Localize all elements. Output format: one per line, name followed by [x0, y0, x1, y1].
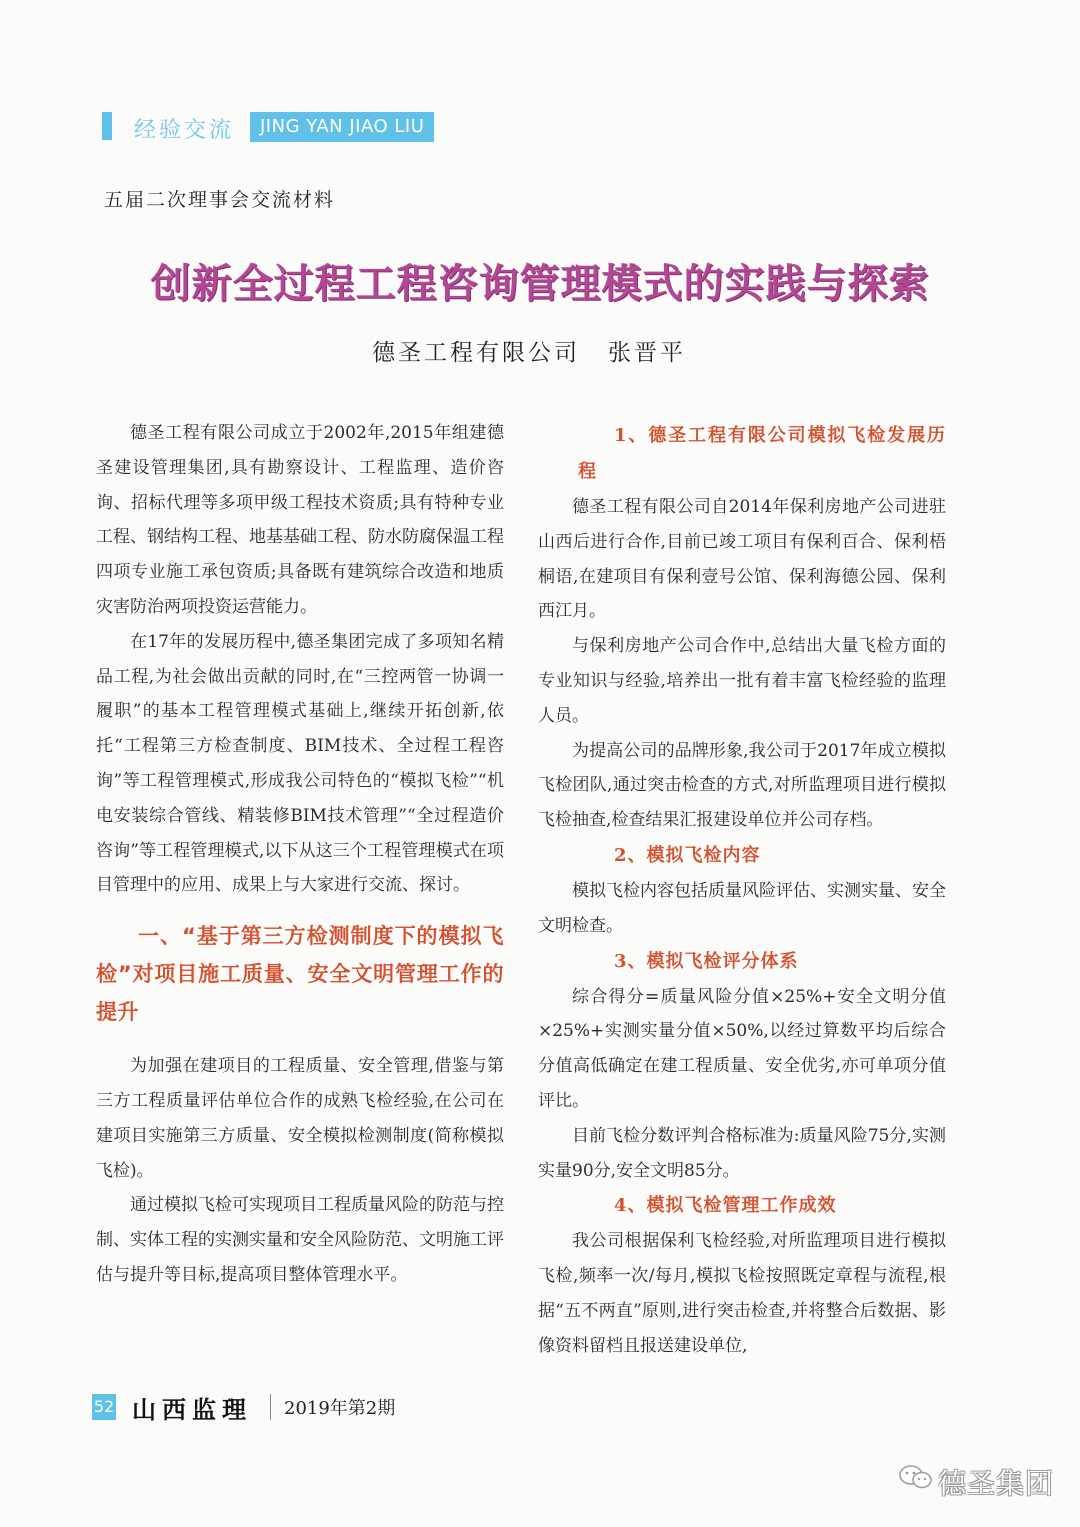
byline [372, 334, 686, 367]
paragraph: 目前飞检分数评判合格标准为:质量风险75分,实测实量90分,安全文明85分。 [538, 1125, 946, 1181]
subsection-heading: 4、模拟飞检管理工作成效 [614, 1195, 837, 1217]
paragraph: 德圣工程有限公司成立于2002年,2015年组建德圣建设管理集团,具有勘察设计、工程监理、造价咨询、招标代理等多项甲级工程技术资质;具有特种专业工程、钢结构工程、地基基础工程、防水防腐保温工程四项专业施工承包资质;具备既有建筑综合改造和地质灾害防治两项投资运营能力。 [96, 423, 504, 617]
left-column [96, 416, 504, 1293]
paragraph: 在17年的发展历程中,德圣集团完成了多项知名精品工程,为社会做出贡献的同时,在“三控两管一协调一履职”的基本工程管理模式基础上,继续开拓创新,依托“工程第三方检查制度、BIM技术、全过程工程咨询”等工程管理模式,形成我公司特色的“模拟飞检”“机电安装综合管线、精装修BIM技术管理”“全过程造价咨询”等工程管理模式,以下从这三个工程管理模式在项目管理中的应用、成果上与大家进行交流、探讨。 [96, 631, 504, 896]
author-name: 张晋平 [608, 340, 686, 366]
issue-label: 2019年第2期 [284, 1398, 396, 1419]
right-column [538, 418, 946, 1364]
subsection-heading: 3、模拟飞检评分体系 [614, 950, 799, 972]
paragraph: 为提高公司的品牌形象,我公司于2017年成立模拟飞检团队,通过突击检查的方式,对所监理项目进行模拟飞检抽查,检查结果汇报建设单位并公司存档。 [538, 740, 946, 831]
section-label-pinyin: JING YAN JIAO LIU [250, 112, 434, 142]
paragraph: 模拟飞检内容包括质量风险评估、实测实量、安全文明检查。 [538, 880, 946, 936]
paragraph: 通过模拟飞检可实现项目工程质量风险的防范与控制、实体工程的实测实量和安全风险防范、文明施工评估与提升等目标,提高项目整体管理水平。 [96, 1195, 504, 1285]
paragraph: 与保利房地产公司合作中,总结出大量飞检方面的专业知识与经验,培养出一批有着丰富飞检经验的监理人员。 [538, 636, 946, 726]
series-label: 五届二次理事会交流材料 [104, 189, 336, 211]
section-heading: 一、“基于第三方检测制度下的模拟飞检”对项目施工质量、安全文明管理工作的提升 [96, 924, 504, 1025]
article-title: 创新全过程工程咨询管理模式的实践与探索 [150, 261, 930, 307]
section-marker [102, 112, 112, 140]
paragraph: 我公司根据保利飞检经验,对所监理项目进行模拟飞检,频率一次/每月,模拟飞检按照既定章程与流程,根据“五不两直”原则,进行突击检查,并将整合后数据、影像资料留档且报送建设单位, [538, 1231, 946, 1356]
subsection-heading: 1、德圣工程有限公司模拟飞检发展历程 [578, 425, 946, 482]
page-number: 52 [92, 1394, 116, 1420]
watermark-text: 德圣集团 [938, 1467, 1055, 1500]
paragraph: 为加强在建项目的工程质量、安全管理,借鉴与第三方工程质量评估单位合作的成熟飞检经验,在公司在建项目实施第三方质量、安全模拟检测制度(简称模拟飞检)。 [96, 1056, 504, 1181]
paragraph: 综合得分=质量风险分值×25%+安全文明分值×25%+实测实量分值×50%,以经过算数平均后综合分值高低确定在建工程质量、安全优劣,亦可单项分值评比。 [538, 986, 946, 1111]
company-name: 德圣工程有限公司 [372, 340, 580, 366]
wechat-icon [898, 1464, 934, 1490]
footer-divider [270, 1394, 271, 1420]
journal-name: 山西监理 [132, 1395, 252, 1424]
subsection-heading: 2、模拟飞检内容 [614, 844, 761, 866]
section-label: 经验交流 [134, 118, 235, 143]
paragraph: 德圣工程有限公司自2014年保利房地产公司进驻山西后进行合作,目前已竣工项目有保利百合、保利梧桐语,在建项目有保利壹号公馆、保利海德公园、保利西江月。 [538, 497, 946, 622]
